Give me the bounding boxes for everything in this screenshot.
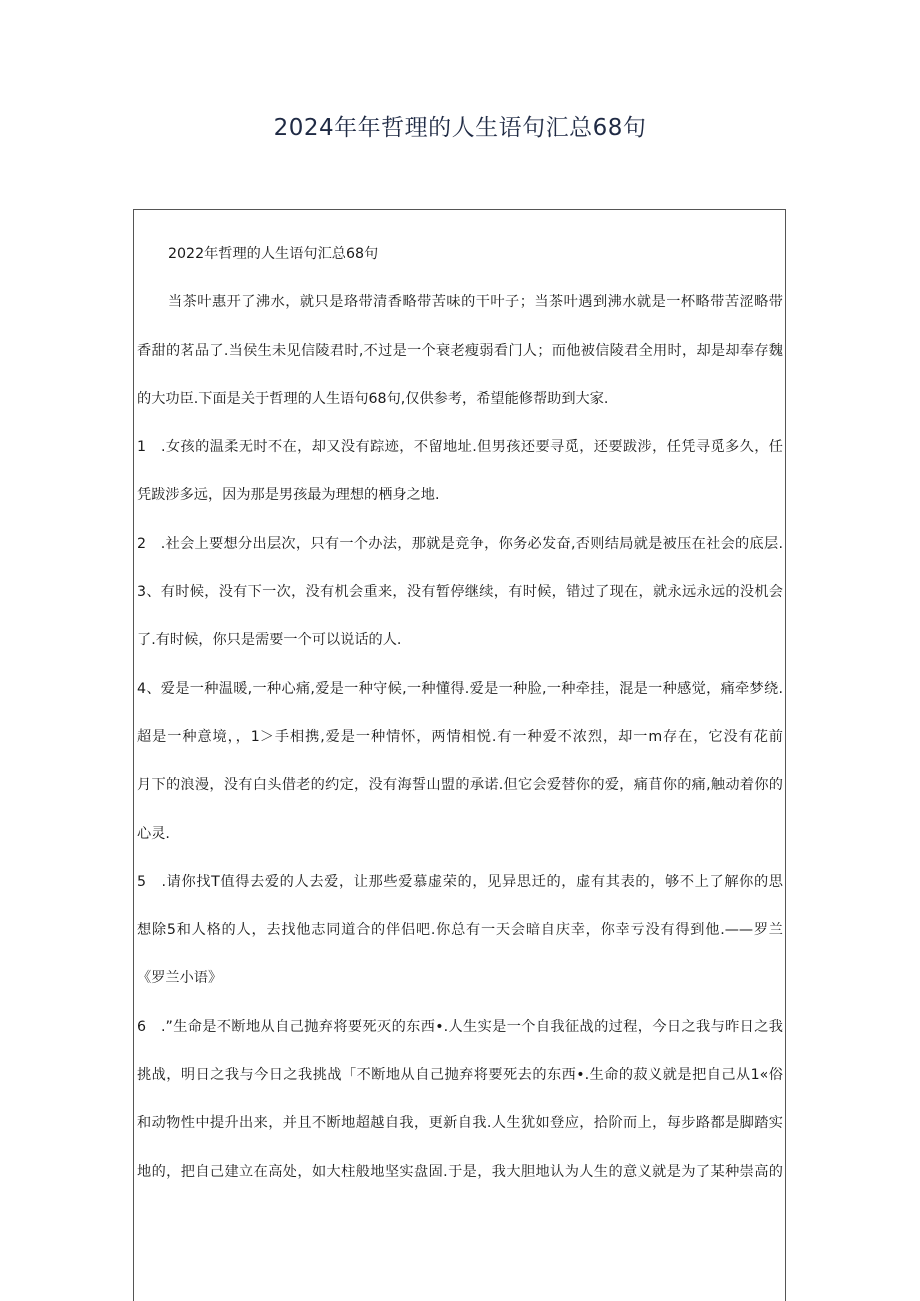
body-line: 和动物性中提升出来，并且不断地超越自我，更新自我.人生犹如登应，拾阶而上，每步路都是脚踏实 (137, 1115, 783, 1132)
body-line: 心灵. (137, 825, 170, 842)
body-line: 超是一种意境，，1＞手相携,爱是一种情怀，两情相悦.有一种爱不浓烈，却一m存在，它没有花前 (137, 728, 783, 745)
body-line: 2 .社会上要想分出层次，只有一个办法，那就是竞争，你务必发奋,否则结局就是被压在社会的底层. (137, 535, 783, 552)
body-line: 6 .”生命是不断地从自己抛弃将要死灭的东西•.人生实是一个自我征战的过程，今日之我与昨日之我 (137, 1018, 783, 1035)
body-line: 当茶叶惠开了沸水，就只是珞带清香略带苦味的干叶子；当茶叶遇到沸水就是一杯略带苦涩略带 (168, 294, 783, 311)
body-line: 的大功臣.下面是关于哲理的人生语句68句,仅供参考，希望能修帮助到大家. (137, 390, 609, 407)
body-line: 1 .女孩的温柔无时不在，却又没有踪迹，不留地址.但男孩还要寻觅，还要跋涉，任凭寻觅多久，任 (137, 439, 783, 456)
document-body (137, 230, 783, 1196)
document-title: 2024年年哲理的人生语句汇总68句 (273, 115, 647, 141)
body-line: 3、有时候，没有下一次，没有机会重来，没有暂停继续，有时候，错过了现在，就永远永远的没机会 (137, 584, 783, 601)
body-line: 挑战，明日之我与今日之我挑战「不断地从自己抛弃将要死去的东西•.生命的菽义就是把自己从1«俗 (137, 1067, 783, 1084)
body-line: 《罗兰小语》 (137, 970, 223, 987)
body-line: 月下的浪漫，没有白头借老的约定，没有海誓山盟的承诺.但它会爱替你的爱，痛苜你的痛,触动着你的 (137, 777, 783, 794)
body-line: 了.有时候，你只是需要一个可以说话的人. (137, 632, 402, 649)
body-line: 想除5和人格的人，去找他志同道合的伴侣吧.你总有一天会暗自庆幸，你幸亏没有得到他.——罗兰 (137, 922, 783, 939)
body-line: 5 .请你找T值得去爱的人去爱，让那些爱慕虚荣的，见异思迁的，虚有其表的，够不上了解你的思 (137, 873, 783, 890)
body-line: 地的，把自己建立在高处，如大柱般地坚实盘固.于是，我大胆地认为人生的意义就是为了某种崇高的 (137, 1163, 783, 1180)
body-line: 4、爱是一种温暖,一种心痛,爱是一种守候,一种懂得.爱是一种脸,一种牵挂，混是一种感觉，痛牵梦绕. (137, 680, 783, 697)
body-line: 香甜的茗品了.当侯生未见信陵君时,不过是一个衰老瘦弱看门人；而他被信陵君全用时，却是却奉存魏 (137, 342, 783, 359)
body-line: 凭跋涉多远，因为那是男孩最为理想的栖身之地. (137, 487, 440, 504)
content-frame (133, 209, 786, 1301)
body-line: 2022年哲理的人生语句汇总68句 (168, 246, 379, 262)
